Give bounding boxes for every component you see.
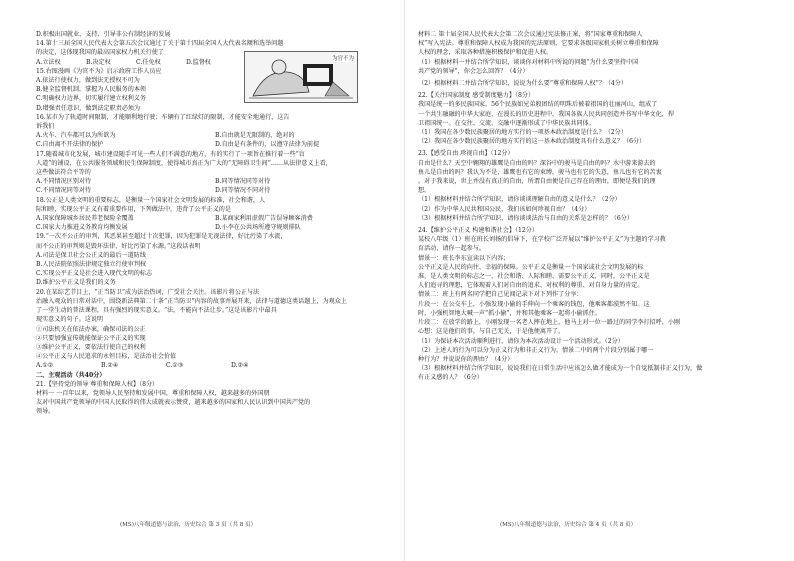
question-19-option-b: B.人民法院依照法律规定独立行使审判权 xyxy=(36,261,147,269)
question-20-text-3: 了一堂生动的普法课程，具有强烈的现实意义。“法，不能向不法让步。”这是该影片中最具 xyxy=(36,307,277,315)
question-21-sub-1-2: 共产党的领导”，你会怎么回答？（4分） xyxy=(418,67,529,75)
question-21-sub-1: （1）根据材料一并结合所学知识，谈谈你对材料中所说的问题“为什么要坚持中国 xyxy=(418,58,639,66)
option-d: D.同等情况不同对待 xyxy=(215,187,271,195)
option-b: B.同等情况同等对待 xyxy=(215,178,271,186)
question-23-sub-3: （3）根据材料并结合所学知识，请你谈谈法治与自由的关系是怎样的？（6分） xyxy=(418,214,633,222)
question-19-option-d: D.维护公平正义是我们的义务 xyxy=(36,279,116,287)
option-d: D.②④ xyxy=(231,362,249,370)
option-c: C.国家大力推进义务教育均衡发展 xyxy=(36,224,128,232)
option-b: B.决定权 xyxy=(86,58,111,66)
option-d: D.自由是有条件的，以遵守法律为前提 xyxy=(215,141,320,149)
question-14-text: 14.第十三届全国人民代表大会第五次会议通过了关于第十四届全国人大代表名额和选举问题 xyxy=(36,40,284,48)
question-24-fragment-1-2: 时，小强机智地大喊一声“抓小偷”，并和其他乘客一起将小偷抓住。 xyxy=(418,309,601,317)
question-21-material-1-2: 友对中国共产党领导的中国人民取得的伟大成就表示赞赏，越来越多的国家和人民认识到中国共产党的 xyxy=(36,399,311,407)
option-b: B.某商家利用虚假广告误导顾客消费 xyxy=(215,215,313,223)
question-23-text-3: 。对于我来说，世上并没有真正的自由，所谓自由便是自己存在的理由，即便是我们的理 xyxy=(418,178,656,186)
question-20-item-2: ②只要加强宣传就能保证公平正义的实现 xyxy=(36,334,146,342)
question-24-sub-3-2: 有正义感的人？（6分） xyxy=(418,374,483,382)
option-a: A.立法权 xyxy=(36,58,61,66)
question-21-heading: 21.【坚持党的领导 尊重和保障人权】（8分） xyxy=(36,380,159,388)
question-21-material-1: 材料一 一百年以来，党领导人民坚持和发展中国，尊重和保障人权，越来越多的外国朋 xyxy=(36,389,270,397)
question-17-text-2: 人道”的铺设，在公共服务领域和民生保障制度，使得城市真正为广大的“无障碍卫生间”……从法律意义上看， xyxy=(36,159,332,167)
question-16-options xyxy=(36,131,394,149)
question-24-fragment-2-2: 心想：这是他们的事，与自己无关，于是他便离开了。 xyxy=(418,328,565,336)
question-24-scene-1-text: 公平正义是人民的向往、幸福的保障。公平正义是衡量一个国家或社会文明发展的标 xyxy=(418,263,644,271)
question-20-text-2: 治融入观众的日常对话中，围绕新法典第二十条“正当防卫”内容的故事并展开来，法律与道德这类话题上，为观众上 xyxy=(36,297,347,305)
question-24-heading: 24.【维护公平正义 构建和谐社会】（12分） xyxy=(418,227,538,235)
option-a: A.火车、汽车都可以为所欲为 xyxy=(36,132,116,140)
left-page xyxy=(36,30,394,535)
question-21-material-2-2: 权”写入宪法。尊重和保障人权成为我国的宪法原则，它要求各级国家机关树立尊重和保障 xyxy=(418,40,659,48)
question-19-text: 19.“一次不公正的审判，其恶果甚至超过十次犯罪，因为犯罪是无视法律，好比污染了水流， xyxy=(36,233,287,241)
question-22-heading: 22.【关注国家制度 感受制度魅力】（8分） xyxy=(418,92,535,100)
question-23-text-2: 鱼儿是自由的吗？我认为不是，雄鹰也有它的束缚，骏马也有它的失意，鱼儿也有它的苦衷 xyxy=(418,168,662,176)
option-a: A.国家保障城乡居民养老保险全覆盖 xyxy=(36,215,134,223)
question-21-material-1-3: 领导。 xyxy=(36,408,55,416)
question-24-scene-1: 情景一：班长李东宣读以下内容； xyxy=(418,254,510,262)
question-18-text: 18.公正是人类文明的重要标志，是衡量一个国家社会文明发展的标准，社会和谐，人 xyxy=(36,196,266,204)
question-24-text-2: 育活动，请你一起参与。 xyxy=(418,245,486,253)
question-17-text: 17.随着城市化发展，城市建设随手可见一些人们不满意的地方，有的实行了一项旨在推行着一些“盲 xyxy=(36,150,305,158)
question-14-text-2: 的决定，这体现我国的最高国家权力机关行使了 xyxy=(36,49,164,57)
question-24-fragment-1: 片段一：在公交车上，小强发现小偷的手伸向一个乘客的钱包，他乘客都漠然不知。这 xyxy=(418,300,650,308)
question-15-option-c: C.明确权力边界，切实履行建立权利义务 xyxy=(36,95,146,103)
section-2-heading: 二、主观活动（共40分） xyxy=(36,371,106,379)
question-13-option-d: D.积极出国就业、支持、引导非公有制经济的发展 xyxy=(36,31,171,38)
question-15-text: 15.右图漫画《为官不为》启示政府工作人员应 xyxy=(36,67,162,75)
question-21-material-2: 材料二 第十届全国人民代表大会第二次会议通过宪法修正案，将“国家尊重和保障人 xyxy=(418,31,643,38)
question-24-text: 某校八年级（1）班在班长刘扬的倡导下，在学校广泛开展以“维护公平正义”为主题的学习教 xyxy=(418,236,666,244)
question-15-option-d: D.增强责任意识，做到法定职责必须为 xyxy=(36,104,141,112)
question-22-sub-2: （2）我国在各少数民族聚居的地方实行的这一基本政治制度具有什么意义？（6分） xyxy=(418,138,646,146)
question-23-heading: 23.【感受自由 珍视自由】（12分） xyxy=(418,150,514,158)
question-19-text-2: 而不公正的审判则是毁坏法律，好比污染了水源。”这段话表明 xyxy=(36,242,201,250)
question-15-option-b: B.健全监督机制，掌握为人民服务的本领 xyxy=(36,86,147,94)
option-a: A.不同情况区别对待 xyxy=(36,178,92,186)
question-22-text-2: 一个共生融融的中华大家庭，在漫长的历史进程中，我国各族人民共同创造并书写中华文化，捍 xyxy=(418,110,674,118)
option-c: C.①③ xyxy=(166,362,184,370)
question-15-option-a: A.依法行使权力，做到法无授权不可为 xyxy=(36,77,140,85)
option-a: A.①② xyxy=(36,362,54,370)
question-20-text: 20.在某综艺节目上，“正当防卫”成为法治热词，广受社会关注。该影片将公正与法 xyxy=(36,288,260,296)
question-23-sub-2: （2）作为中华人民共和国公民，我们该如何珍视自由？（4分） xyxy=(418,205,591,213)
left-page-footer: (MS)八年级道德与法治，历史综合 第 3 页（共 8 页） xyxy=(120,522,257,528)
question-18-options xyxy=(36,214,394,232)
right-page xyxy=(418,30,762,535)
question-17-text-3: 这些做法符合平等的 xyxy=(36,169,91,177)
question-20-options xyxy=(36,361,296,370)
option-c: C.自由离不开法律的保护 xyxy=(36,141,104,149)
question-23-text-4: 想。 xyxy=(418,187,431,195)
question-22-text: 我国是统一的多民族国家。56个民族如兄弟般团结的明珠后被着祖国的壮丽河山，组成了 xyxy=(418,101,658,109)
question-24-sub-2: （2）上述人的行为可以分为正义行为和非正义行为，情景二中的两个片段分别属于哪一 xyxy=(418,346,654,354)
right-page-footer: (MS)八年级道德与法治，历史综合 第 4 页（共 8 页） xyxy=(500,522,637,528)
question-22-text-3: 卫祖国统一。在交往、交流、交融中逐渐形成了中华民族共同体。 xyxy=(418,119,595,127)
question-24-sub-1: （1）为保证本次活动顺利进行，请你为本次活动设计一个活动形式。（2分） xyxy=(418,337,624,345)
question-24-scene-2: 情景二：班上有两名同学把自己见闻记录下对下列作了分享： xyxy=(418,291,583,299)
question-24-scene-1-text-3: 人们追寻的理想，它体现着人们对自由的追求、对权利的尊重、对自身力量的肯定。 xyxy=(418,282,644,290)
option-b: B.自由就是无限制的、绝对的 xyxy=(215,132,295,140)
question-14-options xyxy=(36,58,236,67)
question-16-text-2: 诉我们 xyxy=(36,123,55,131)
question-19-option-a: A.司法是保卫社会公正义的最后一道防线 xyxy=(36,251,146,259)
question-19-option-c: C.实现公平正义是社会进入现代文明的标志 xyxy=(36,270,153,278)
question-23-sub-1: （1）根据材料并结合所学知识，请你谈谈理解自由的意义是什么？（2分） xyxy=(418,196,621,204)
question-18-text-2: 际和睦，实现公平正义有着重要作用，下列做法中，违背了公平正义的是 xyxy=(36,205,231,213)
question-17-options xyxy=(36,177,394,195)
question-21-material-2-3: 人权的理念，采取各种措施积极保护和促进人权。 xyxy=(418,49,553,57)
question-20-item-1: ①司法机关在依法办案，确保司法的公正 xyxy=(36,325,146,333)
question-20-item-3: ③维护公平正义，要依法行使自己的权利 xyxy=(36,343,146,351)
question-23-text: 自由是什么？天空中翱翔的雄鹰是自由的吗？深谷中的骏马是自由的吗？水中游来游去的 xyxy=(418,159,656,167)
question-16-text: 16.某市为了轨道时间限制，才能顺利地行驶；车辆有了红绿灯的限制，才能安全地通行，这告 xyxy=(36,113,290,121)
cartoon-caption: 为官不为 xyxy=(331,56,354,62)
question-22-sub-1: （1）我国在各少数民族聚居的地方实行的一项基本政治制度是什么？（2分） xyxy=(418,129,627,137)
question-24-scene-1-text-2: 准，是人类文明的标志之一，社会和谐、人际和睦、需要公平正义，同时，公平正义是 xyxy=(418,273,650,281)
question-24-sub-2-2: 种行为？并说说你的理由？（4分） xyxy=(418,355,514,363)
cartoon-image xyxy=(244,51,358,103)
option-c: C.不同情况同等对待 xyxy=(36,187,92,195)
option-c: C.任免权 xyxy=(136,58,161,66)
question-21-sub-2: （2）根据材料二并结合所学知识，说说为什么要“尊重和保障人权”？（4分） xyxy=(418,80,627,88)
option-b: B.②④ xyxy=(101,362,119,370)
question-20-text-4: 现实意义的句子。这说明 xyxy=(36,316,104,324)
question-20-item-4: ④公平正义与人民追求的永恒目标，是法治社会价值 xyxy=(36,353,177,361)
page-divider xyxy=(404,0,405,561)
option-d: D.监督权 xyxy=(186,58,211,66)
option-d: D.小李在公共场所遵守规则排队 xyxy=(215,224,301,232)
question-24-sub-3: （3）根据材料并结合所学知识，说说我们在日常生活中应该怎么做才能成为一个自觉抵制非正义行为，做 xyxy=(418,365,703,373)
question-24-fragment-2: 片段二：在放学的路上，小刚发现一名老人摔在地上，他马上对一位一路过的同学李打招呼，小刚 xyxy=(418,319,681,327)
